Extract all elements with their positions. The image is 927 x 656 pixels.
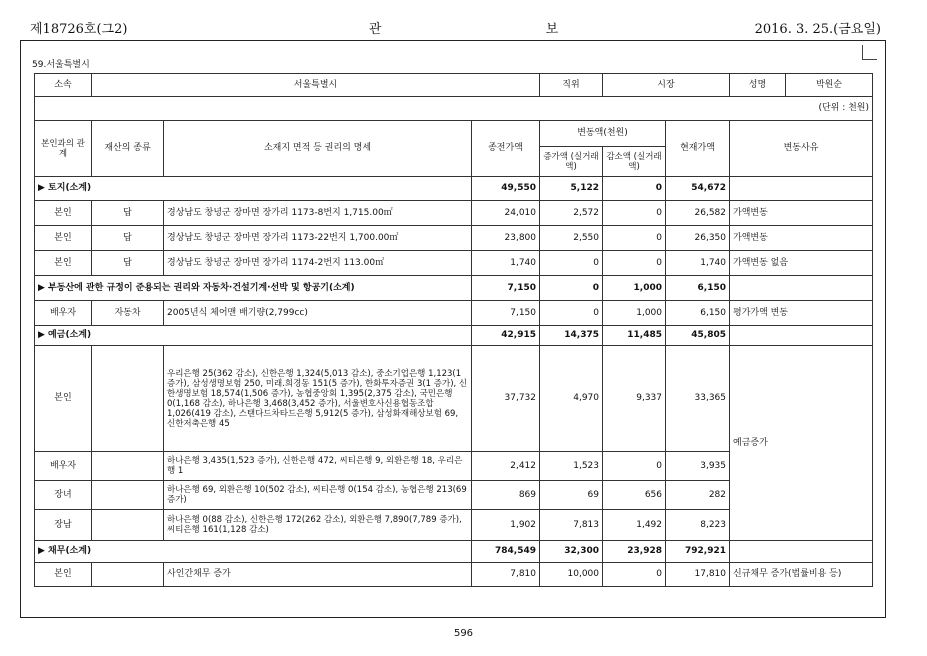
row-dec: 1,492 <box>603 510 666 541</box>
row-dec: 656 <box>603 481 666 510</box>
row-relation: 배우자 <box>35 301 92 326</box>
land-subtotal-blank <box>730 177 873 201</box>
land-subtotal-row <box>35 177 873 201</box>
row-description: 하나은행 0(88 감소), 신한은행 172(262 감소), 외환은행 7,890(7,789 증가), 씨티은행 161(1,128 감소) <box>164 510 472 541</box>
row-asset-type <box>92 481 164 510</box>
deposit-subtotal-label: ▶ 예금(소계) <box>35 326 472 346</box>
row-dec: 9,337 <box>603 346 666 452</box>
row-reason: 가액변동 없음 <box>730 251 873 276</box>
deposit-inc: 14,375 <box>540 326 603 346</box>
col-decrease: 감소액 (실거래액) <box>603 147 666 177</box>
row-cur: 8,223 <box>666 510 730 541</box>
vehicle-prev: 7,150 <box>472 276 540 301</box>
row-cur: 26,582 <box>666 201 730 226</box>
row-prev: 1,902 <box>472 510 540 541</box>
row-dec: 1,000 <box>603 301 666 326</box>
row-relation: 본인 <box>35 201 92 226</box>
gazette-title: 관 보 <box>368 22 639 37</box>
row-cur: 1,740 <box>666 251 730 276</box>
deposit-cur: 45,805 <box>666 326 730 346</box>
vehicle-inc: 0 <box>540 276 603 301</box>
land-dec: 0 <box>603 177 666 201</box>
table-row <box>35 201 873 226</box>
row-inc: 69 <box>540 481 603 510</box>
table-row <box>35 563 873 587</box>
info-row <box>35 74 873 97</box>
row-description: 우리은행 25(362 감소), 신한은행 1,324(5,013 감소), 중소기업은행 1,123(1 증가), 삼성생명보험 250, 미래.희경동 151(5 증가), 한화투자증권 3(1 증가), 신한생명보험 18,574(1,506 증가), 농협중앙회 1,395(2,375 감소), 국민은행 0(1,168 감소), 하나은행 3,468(3,452 증가), 서울변호사신용협동조합 1,026(419 감소), 스탠다드차타드은행 5,912(5 증가), 삼성화재해상보험 69, 신한저축은행 45 <box>164 346 472 452</box>
debt-prev: 784,549 <box>472 541 540 563</box>
vehicle-subtotal-row <box>35 276 873 301</box>
col-reason: 변동사유 <box>730 121 873 177</box>
position-value: 시장 <box>603 74 730 97</box>
vehicle-subtotal-label: ▶ 부동산에 관한 규정이 준용되는 권리와 자동차·건설기계·선박 및 항공기(소계) <box>35 276 472 301</box>
table-row <box>35 301 873 326</box>
row-inc: 2,550 <box>540 226 603 251</box>
row-reason: 평가가액 변동 <box>730 301 873 326</box>
table-row <box>35 226 873 251</box>
row-asset-type: 답 <box>92 251 164 276</box>
position-label: 직위 <box>540 74 603 97</box>
row-relation: 본인 <box>35 251 92 276</box>
row-asset-type: 자동차 <box>92 301 164 326</box>
row-description: 경상남도 창녕군 장마면 장가리 1173-22번지 1,700.00㎡ <box>164 226 472 251</box>
row-dec: 0 <box>603 251 666 276</box>
page-number: 596 <box>453 628 474 639</box>
row-prev: 7,150 <box>472 301 540 326</box>
row-dec: 0 <box>603 563 666 587</box>
row-dec: 0 <box>603 226 666 251</box>
row-cur: 3,935 <box>666 452 730 481</box>
row-prev: 23,800 <box>472 226 540 251</box>
row-cur: 26,350 <box>666 226 730 251</box>
col-asset-type: 재산의 종류 <box>92 121 164 177</box>
name-cell <box>730 74 873 97</box>
debt-cur: 792,921 <box>666 541 730 563</box>
row-description: 2005년식 체어맨 배기량(2,799cc) <box>164 301 472 326</box>
issue-number: 제18726호(그2) <box>30 22 128 37</box>
unit-label: (단위 : 천원) <box>35 97 873 121</box>
row-dec: 0 <box>603 201 666 226</box>
row-asset-type <box>92 452 164 481</box>
row-relation: 본인 <box>35 226 92 251</box>
row-asset-type <box>92 563 164 587</box>
col-prev-value: 종전가액 <box>472 121 540 177</box>
row-description: 하나은행 69, 외환은행 10(502 감소), 씨티은행 0(154 감소), 농협은행 213(69 증가) <box>164 481 472 510</box>
row-asset-type <box>92 346 164 452</box>
col-description: 소재지 면적 등 권리의 명세 <box>164 121 472 177</box>
row-prev: 37,732 <box>472 346 540 452</box>
row-description: 사인간채무 증가 <box>164 563 472 587</box>
row-description: 경상남도 창녕군 장마면 장가리 1174-2번지 113.00㎡ <box>164 251 472 276</box>
row-relation: 본인 <box>35 346 92 452</box>
section-title: 59.서울특별시 <box>32 60 90 70</box>
unit-row <box>35 97 873 121</box>
land-cur: 54,672 <box>666 177 730 201</box>
row-inc: 10,000 <box>540 563 603 587</box>
land-prev: 49,550 <box>472 177 540 201</box>
row-description: 하나은행 3,435(1,523 증가), 신한은행 472, 씨티은행 9, 외환은행 18, 우리은행 1 <box>164 452 472 481</box>
debt-subtotal-blank <box>730 541 873 563</box>
row-prev: 1,740 <box>472 251 540 276</box>
deposit-dec: 11,485 <box>603 326 666 346</box>
debt-subtotal-label: ▶ 채무(소계) <box>35 541 472 563</box>
deposit-subtotal-row <box>35 326 873 346</box>
table-row <box>35 346 873 452</box>
row-cur: 282 <box>666 481 730 510</box>
row-inc: 0 <box>540 301 603 326</box>
vehicle-dec: 1,000 <box>603 276 666 301</box>
affiliation-label: 소속 <box>35 74 92 97</box>
debt-subtotal-row <box>35 541 873 563</box>
row-inc: 0 <box>540 251 603 276</box>
table-row <box>35 251 873 276</box>
row-relation: 장녀 <box>35 481 92 510</box>
row-reason: 신규채무 증가(법률비용 등) <box>730 563 873 587</box>
row-cur: 6,150 <box>666 301 730 326</box>
row-dec: 0 <box>603 452 666 481</box>
row-inc: 4,970 <box>540 346 603 452</box>
col-current-value: 현재가액 <box>666 121 730 177</box>
row-prev: 7,810 <box>472 563 540 587</box>
row-inc: 7,813 <box>540 510 603 541</box>
row-relation: 배우자 <box>35 452 92 481</box>
vehicle-cur: 6,150 <box>666 276 730 301</box>
deposit-reason: 예금증가 <box>730 346 873 541</box>
row-asset-type: 답 <box>92 201 164 226</box>
row-inc: 1,523 <box>540 452 603 481</box>
col-relation: 본인과의 관계 <box>35 121 92 177</box>
affiliation-value: 서울특별시 <box>92 74 540 97</box>
deposit-subtotal-blank <box>730 326 873 346</box>
row-cur: 17,810 <box>666 563 730 587</box>
row-relation: 장남 <box>35 510 92 541</box>
row-description: 경상남도 창녕군 장마면 장가리 1173-8번지 1,715.00㎡ <box>164 201 472 226</box>
deposit-prev: 42,915 <box>472 326 540 346</box>
row-asset-type <box>92 510 164 541</box>
row-inc: 2,572 <box>540 201 603 226</box>
asset-table <box>34 73 873 587</box>
row-relation: 본인 <box>35 563 92 587</box>
debt-inc: 32,300 <box>540 541 603 563</box>
row-reason: 가액변동 <box>730 226 873 251</box>
col-increase: 증가액 (실거래액) <box>540 147 603 177</box>
row-reason: 가액변동 <box>730 201 873 226</box>
debt-dec: 23,928 <box>603 541 666 563</box>
corner-mark <box>862 45 877 60</box>
land-subtotal-label: ▶ 토지(소계) <box>35 177 472 201</box>
row-cur: 33,365 <box>666 346 730 452</box>
land-inc: 5,122 <box>540 177 603 201</box>
header-row-1 <box>35 121 873 147</box>
row-prev: 24,010 <box>472 201 540 226</box>
vehicle-subtotal-blank <box>730 276 873 301</box>
issue-date: 2016. 3. 25.(금요일) <box>754 22 881 37</box>
name-value: 박원순 <box>815 79 843 90</box>
col-change-amount: 변동액(천원) <box>540 121 666 147</box>
name-label: 성명 <box>730 74 786 96</box>
row-prev: 869 <box>472 481 540 510</box>
row-asset-type: 답 <box>92 226 164 251</box>
row-prev: 2,412 <box>472 452 540 481</box>
